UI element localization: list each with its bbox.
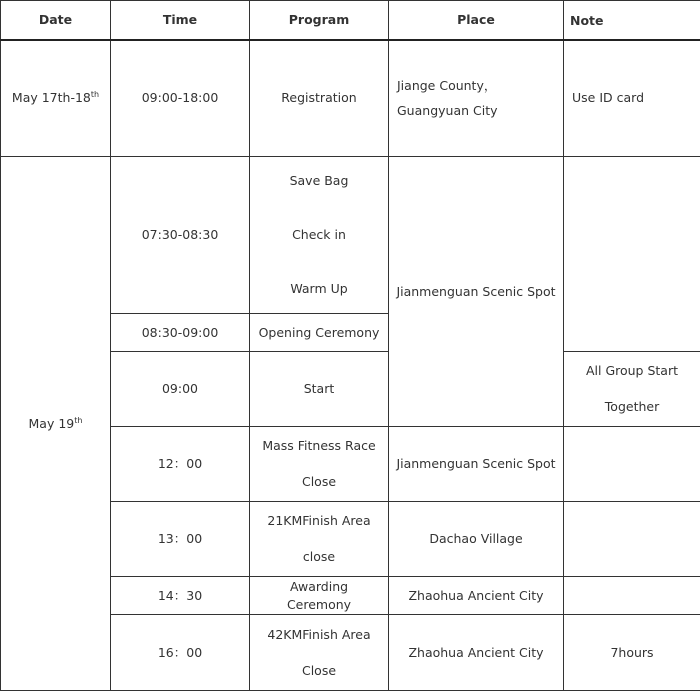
note-cell [564, 352, 700, 427]
header-row [1, 1, 700, 40]
program-line: Mass Fitness Race [262, 438, 376, 453]
place-cell: Zhaohua Ancient City [389, 577, 564, 615]
time-cell: 08:30-09:00 [111, 314, 250, 352]
program-cell: Opening Ceremony [250, 314, 389, 352]
date-ordinal: th [74, 415, 83, 425]
place-cell: Jianmenguan Scenic Spot [389, 157, 564, 427]
note-cell: 7hours [564, 615, 700, 691]
program-line: 42KMFinish Area [267, 626, 371, 642]
header-time: Time [111, 1, 250, 40]
date-cell-may19 [1, 157, 111, 691]
time-cell: 09:00-18:00 [111, 40, 250, 157]
header-note: Note [564, 1, 700, 40]
note-cell-empty [564, 157, 700, 352]
program-cell [250, 502, 389, 577]
header-program: Program [250, 1, 389, 40]
program-line: Close [301, 662, 337, 678]
date-cell-registration [1, 40, 111, 157]
date-text: May 17th-18 [11, 90, 91, 106]
program-cell [250, 615, 389, 691]
table-row [1, 157, 700, 314]
program-cell: Awarding Ceremony [250, 577, 389, 615]
program-line: Close [301, 474, 337, 489]
place-cell: Zhaohua Ancient City [389, 615, 564, 691]
program-line: Warm Up [290, 281, 348, 296]
place-cell: Jianmenguan Scenic Spot [389, 427, 564, 502]
program-line: close [302, 549, 336, 564]
note-cell-empty [564, 427, 700, 502]
header-date: Date [1, 1, 111, 40]
program-line: Save Bag [289, 173, 349, 188]
date-text: May 19 [28, 415, 75, 431]
program-cell [250, 157, 389, 314]
place-cell: Jiange County，Guangyuan City [389, 40, 564, 157]
note-line: Together [604, 399, 660, 414]
program-cell: Start [250, 352, 389, 427]
note-cell-empty [564, 577, 700, 615]
note-line: All Group Start [585, 363, 679, 378]
time-cell: 07:30-08:30 [111, 157, 250, 314]
note-cell: Use ID card [564, 40, 700, 157]
program-line: Check in [292, 227, 346, 242]
time-cell: 16：00 [111, 615, 250, 691]
header-place: Place [389, 1, 564, 40]
time-cell: 14：30 [111, 577, 250, 615]
date-ordinal: th [90, 90, 100, 100]
program-cell [250, 427, 389, 502]
program-cell: Registration [250, 40, 389, 157]
table-row [1, 40, 700, 157]
note-cell-empty [564, 502, 700, 577]
time-cell: 13：00 [111, 502, 250, 577]
time-cell: 09:00 [111, 352, 250, 427]
program-line: 21KMFinish Area [267, 513, 371, 528]
time-cell: 12：00 [111, 427, 250, 502]
place-cell: Dachao Village [389, 502, 564, 577]
